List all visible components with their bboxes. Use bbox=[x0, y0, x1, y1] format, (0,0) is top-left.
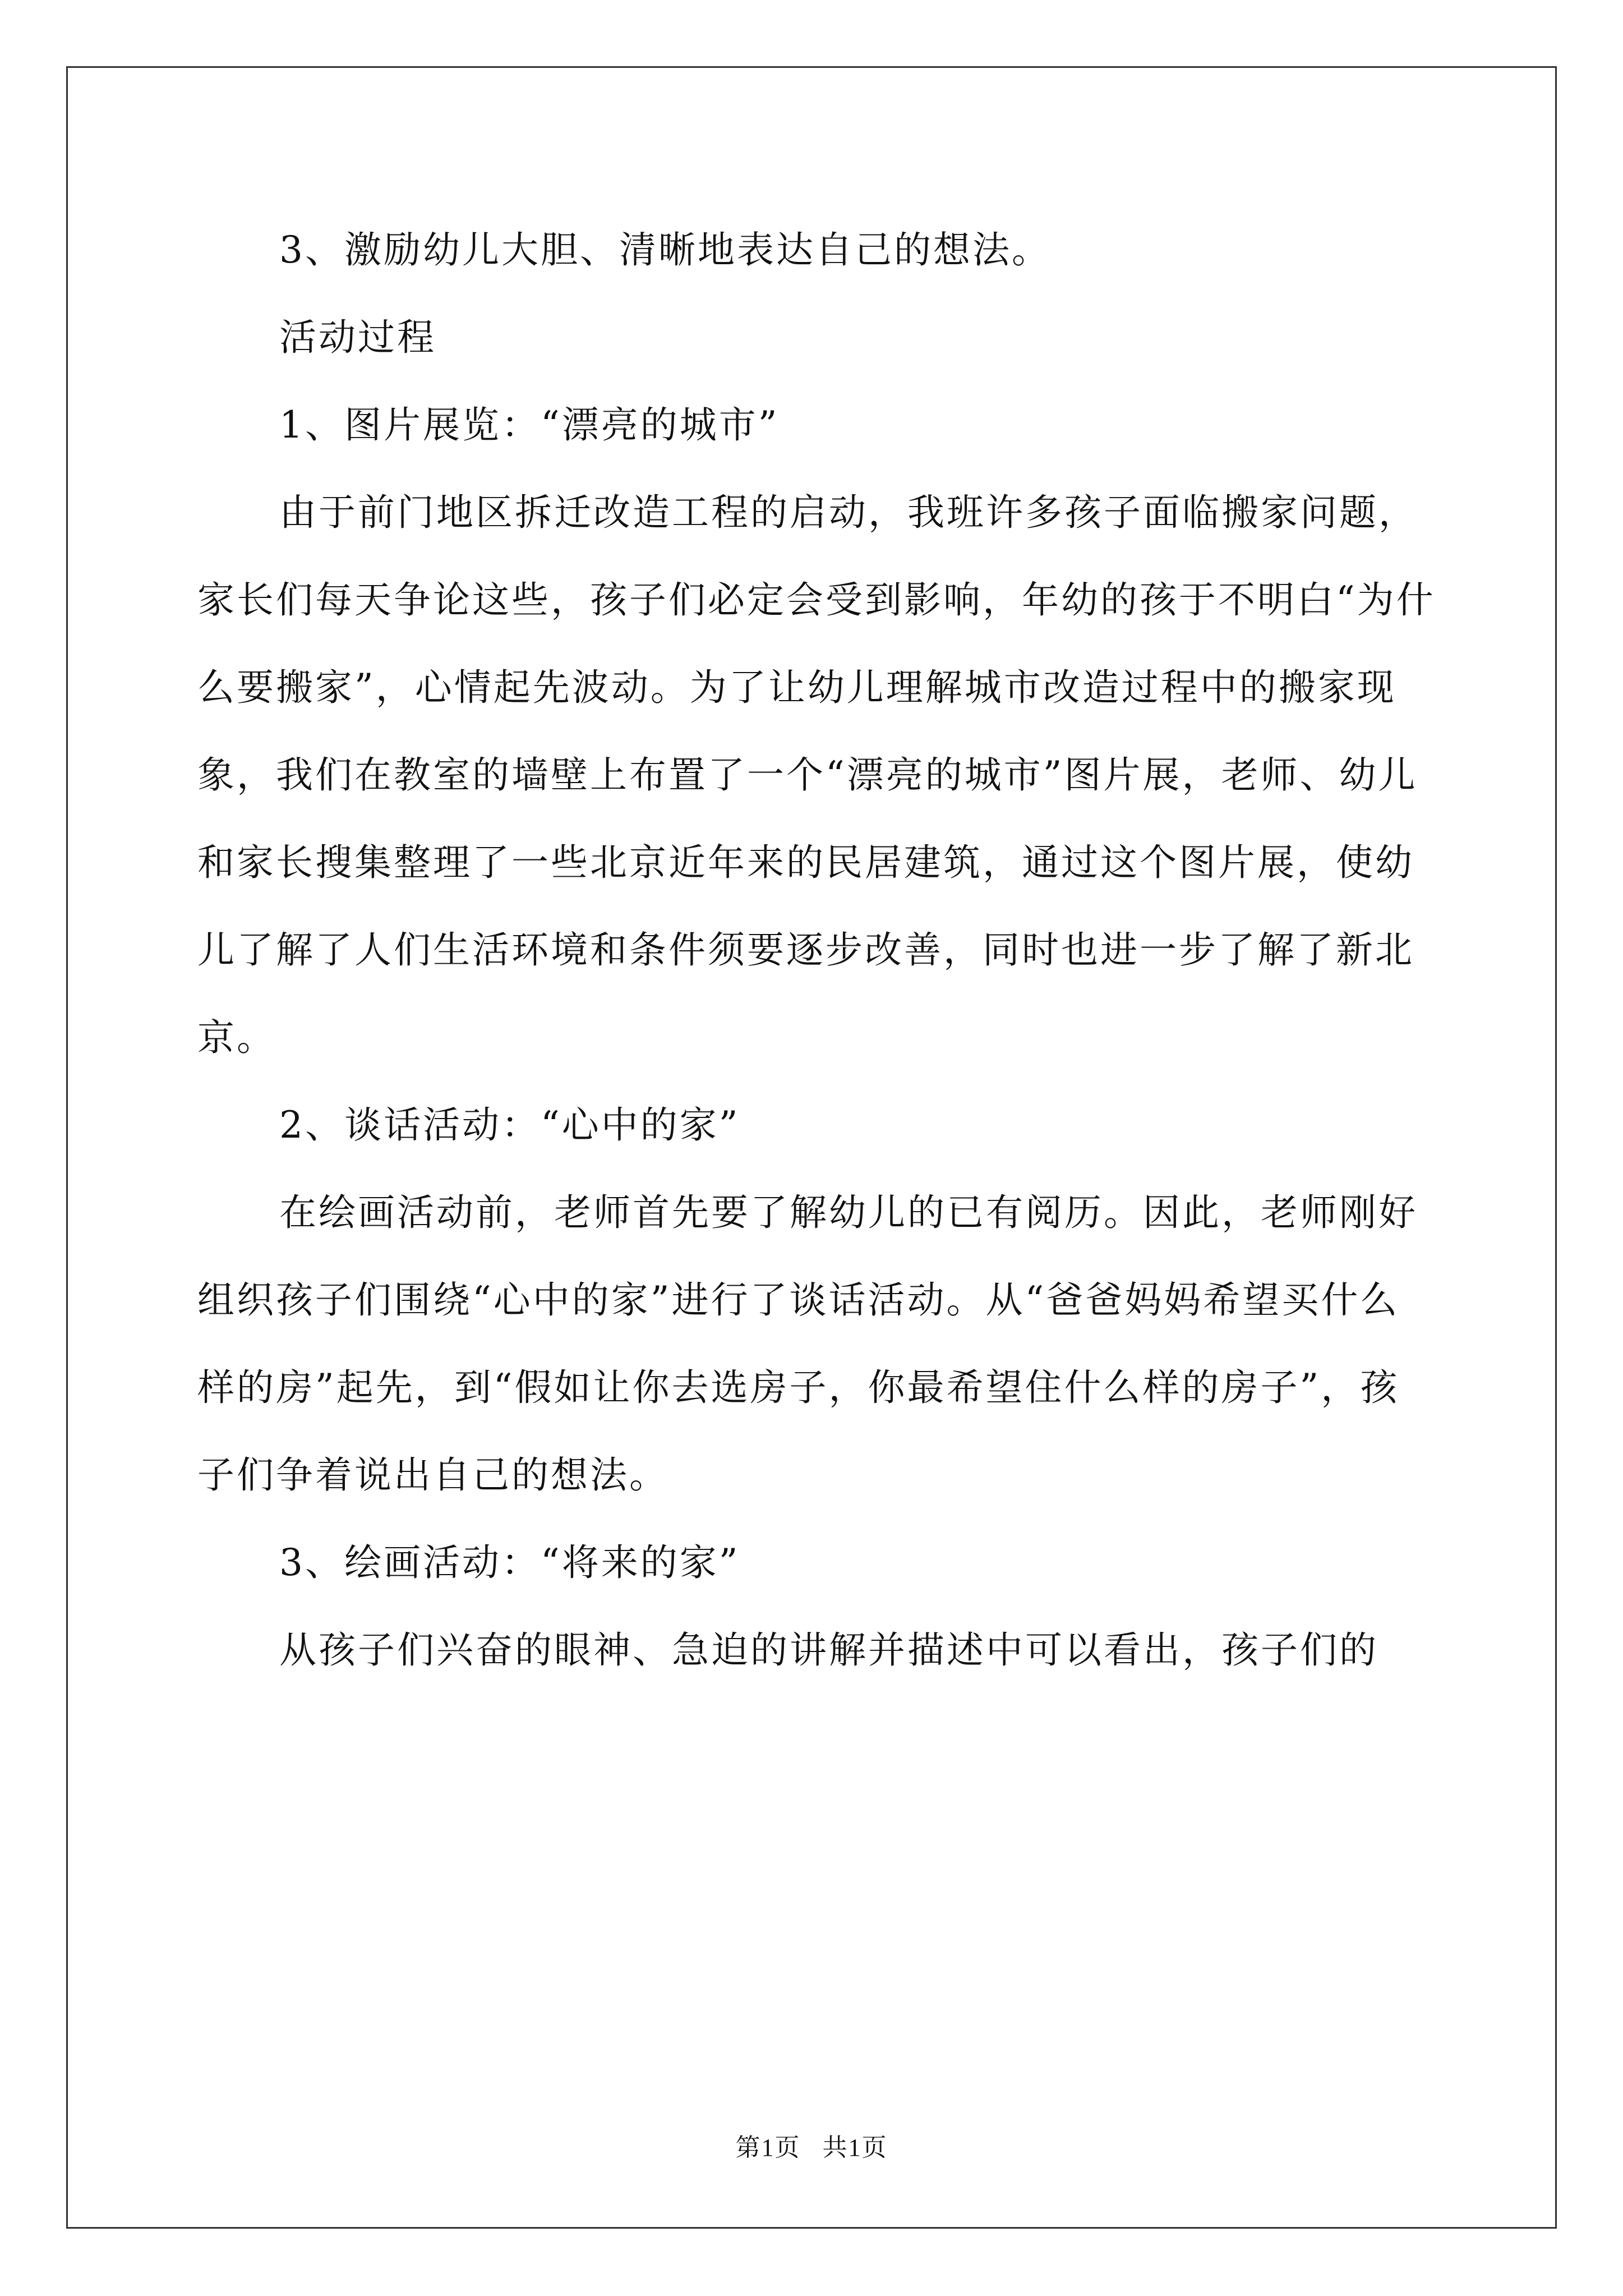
step-2-title: 2、谈话活动：“心中的家” bbox=[279, 1103, 740, 1147]
step-1-body: 由于前门地区拆迁改造工程的启动，我班许多孩子面临搬家问题，家长们每天争论这些，孩子们必定会受到影响，年幼的孩于不明白“为什么要搬家”，心情起先波动。为了让幼儿理解城市改造过程中的搬家现象，我们在教室的墙壁上布置了一个“漂亮的城市”图片展，老师、幼儿和家长搜集整理了一些北京近年来的民居建筑，通过这个图片展，使幼儿了解了人们生活环境和条件须要逐步改善，同时也进一步了解了新北京。 bbox=[197, 491, 1436, 1059]
document-body bbox=[197, 206, 1437, 1694]
step-3-body: 从孩子们兴奋的眼神、急迫的讲解并描述中可以看出，孩子们的 bbox=[279, 1628, 1378, 1672]
section-heading-process: 活动过程 bbox=[279, 316, 436, 359]
page-total: 共1页 bbox=[822, 2134, 888, 2161]
goal-item-3: 3、激励幼儿大胆、清晰地表达自己的想法。 bbox=[279, 228, 1051, 272]
step-3-title: 3、绘画活动：“将来的家” bbox=[279, 1541, 740, 1584]
page-number: 第1页 bbox=[735, 2134, 801, 2161]
step-2-body: 在绘画活动前，老师首先要了解幼儿的已有阅历。因此，老师刚好组织孩子们围绕“心中的家”进行了谈话活动。从“爸爸妈妈希望买什么样的房”起先，到“假如让你去选房子，你最希望住什么样的房子”，孩子们争着说出自己的想法。 bbox=[197, 1191, 1418, 1497]
step-1-title: 1、图片展览：“漂亮的城市” bbox=[279, 403, 780, 447]
page-footer bbox=[0, 2127, 1623, 2163]
